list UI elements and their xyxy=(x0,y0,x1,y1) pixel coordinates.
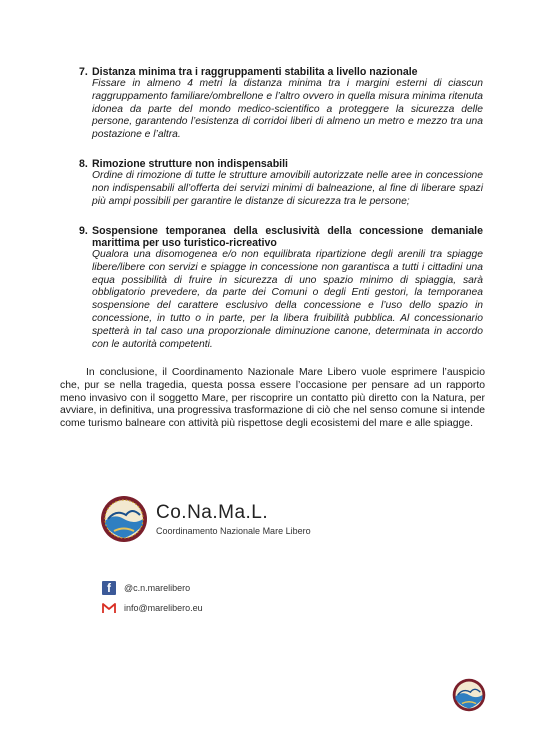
item-number: 9. xyxy=(79,225,88,237)
facebook-contact[interactable] xyxy=(102,581,190,595)
logo-text xyxy=(156,502,311,536)
email-contact[interactable] xyxy=(102,601,203,615)
logo-title: Co.Na.Ma.L. xyxy=(156,502,269,523)
list-item-7 xyxy=(79,66,483,142)
item-body: Ordine di rimozione di tutte le strutture amovibili autorizzate nelle aree in concessione non indispensabili all’offerta dei servizi minimi di balneazione, al fine di liberare spazi più ampi possibili per garantire le distanze di sicurezza tra le persone; xyxy=(92,170,483,207)
item-body: Fissare in almeno 4 metri la distanza minima tra i margini esterni di ciascun raggruppamento familiare/ombrellone e l’altro ovvero in quella misura minima ritenuta idonea da parte del mondo medico-scientifico a proteggere la sicurezza delle persone, garantendo l’esistenza di corridoi liberi di almeno un metro e mezzo tra una postazione e l’altra. xyxy=(92,78,483,141)
item-heading xyxy=(79,66,483,78)
conclusion-paragraph: In conclusione, il Coordinamento Nazionale Mare Libero vuole esprimere l’auspicio che, pur se nella tragedia, questa possa essere l’occasione per pensare ad un rapporto meno invasivo con il soggetto Mare, per riscoprire un contatto più diretto con la Natura, per avviare, in definitiva, una progressiva trasformazione di ciò che nel senso comune si intende come turismo balneare con attività più rispettose degli ecosistemi del mare e alle spiagge. xyxy=(60,367,485,430)
facebook-handle[interactable]: @c.n.marelibero xyxy=(124,583,191,593)
gmail-icon xyxy=(102,601,116,615)
item-number: 8. xyxy=(79,158,88,170)
logo-subtitle: Coordinamento Nazionale Mare Libero xyxy=(156,526,311,536)
facebook-icon: f xyxy=(102,581,116,595)
list-item-8 xyxy=(79,158,483,208)
list-item-9 xyxy=(79,225,483,351)
item-title: Sospensione temporanea della esclusività della concessione demaniale marittima per uso turistico-ricreativo xyxy=(92,225,483,249)
conamal-logo-icon xyxy=(100,495,148,543)
item-heading xyxy=(79,225,483,249)
email-address[interactable]: info@marelibero.eu xyxy=(124,603,203,613)
item-heading xyxy=(79,158,483,170)
organization-logo-block xyxy=(100,495,311,543)
item-body: Qualora una disomogenea e/o non equilibrata ripartizione degli arenili tra spiagge libere/libere con servizi e spiagge in concessione non garantisca a tutti i cittadini una equa possibilità di fruire in sicurezza di uno spazio minimo di spiaggia, sarà obbligatorio prevedere, da parte dei Comuni o degli Enti gestori, la temporanea sospensione del carattere esclusivo della concessione e l’uso dello spazio in concessione, in tutto o in parte, per la libera fruibilità pubblica. Al concessionario spetterà in tal caso una proporzionale diminuzione canone, determinata in accordo con le autorità competenti. xyxy=(92,249,483,350)
item-title: Distanza minima tra i raggruppamenti stabilita a livello nazionale xyxy=(92,66,418,78)
item-number: 7. xyxy=(79,66,88,78)
item-title: Rimozione strutture non indispensabili xyxy=(92,158,288,170)
conamal-small-logo-icon xyxy=(452,678,486,712)
